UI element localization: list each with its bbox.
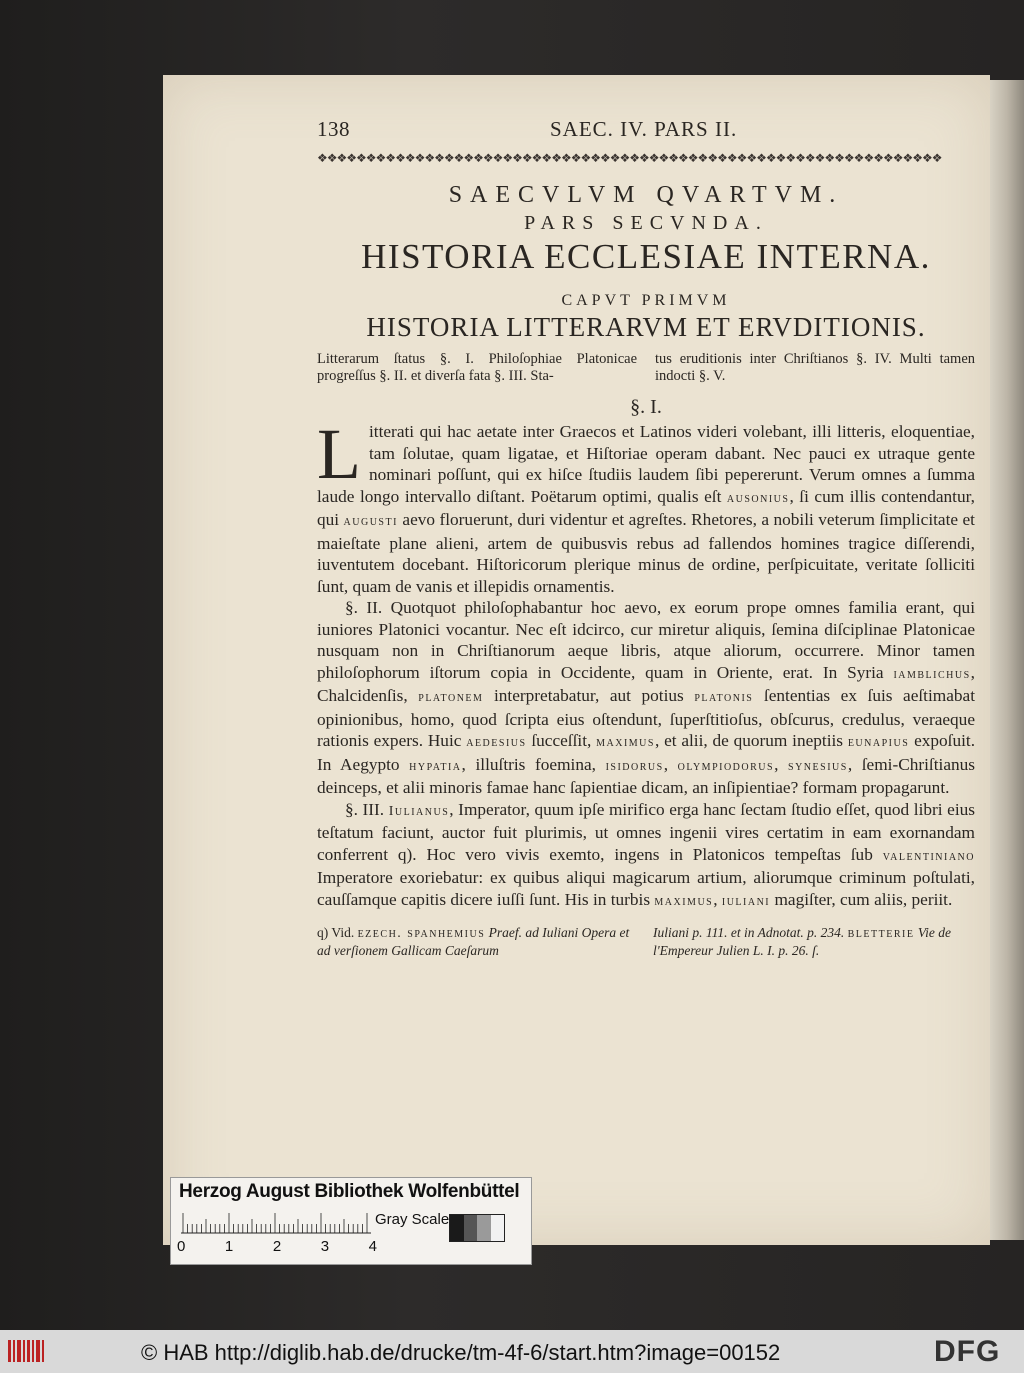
swatch-light-gray — [477, 1215, 491, 1241]
barcode-icon — [6, 1336, 46, 1366]
ornament-border: ❖❖❖❖❖❖❖❖❖❖❖❖❖❖❖❖❖❖❖❖❖❖❖❖❖❖❖❖❖❖❖❖❖❖❖❖❖❖❖❖❖❖❖❖❖❖❖❖❖❖❖❖❖❖❖❖❖❖❖❖❖❖❖❖ — [317, 151, 942, 165]
text-run: , Imperator, quum ipſe mirifico erga hanc ſectam ſtudio eſſet, quod libri eius teſtatum faciunt, auctor fuit plurimis, ut omnes ingenii vires certatim in eam exornandam conferrent q). Hoc vero vivis exemto, ingens in Platonicos tempeſtas ſub — [317, 799, 975, 864]
text-run: Praef. ad Iuliani Opera et ad verſionem Gallicam Caeſarum — [317, 925, 630, 958]
small-caps-name: isidorus — [605, 758, 664, 774]
text-run: Imperatore exoriebatur: ex quibus aliqui magicarum artium, aliorumque criminum poſtulati, cauſſamque capitis dicere iuſſi ſunt. His in turbis — [317, 868, 975, 909]
ruler-number: 2 — [272, 1238, 282, 1255]
small-caps-name: Iulianus — [388, 803, 450, 819]
small-caps-name: ausonius — [726, 490, 790, 506]
footnote-right — [653, 924, 975, 959]
small-caps-name: olympiodorus — [677, 758, 775, 774]
small-caps-name: synesius — [788, 758, 848, 774]
small-caps-name: platonis — [694, 690, 754, 705]
summary-left: Litterarum ſtatus §. I. Philoſophiae Platonicae progreſſus §. II. et diverſa fata §. III. Sta- — [317, 351, 637, 384]
footnote-left — [317, 924, 639, 959]
ruler-number: 4 — [368, 1238, 377, 1255]
small-caps-name: maximus — [596, 735, 655, 750]
body-text — [317, 414, 976, 912]
small-caps-name: ezech. spanhemius — [357, 926, 486, 941]
text-run: , — [774, 754, 789, 774]
chapter-summary — [317, 351, 975, 385]
gray-scale-label: Gray Scale — [375, 1211, 450, 1228]
text-run: interpretabatur, aut potius — [483, 686, 695, 705]
text-run: , ſemi-Chriſtianus deinceps, et alii minoris famae hanc ſapientiae dicam, an inſipientiae? formam propagarunt. — [317, 754, 976, 797]
page-number: 138 — [317, 117, 350, 141]
footer-bar — [0, 1330, 1024, 1373]
summary-right: tus eruditionis inter Chriſtianos §. IV. Multi tamen indocti §. V. — [655, 351, 975, 384]
heading-saeculum: SAECVLVM QVARTVM. — [448, 182, 844, 208]
small-caps-name: valentiniano — [882, 848, 975, 864]
small-caps-name: iuliani — [721, 893, 771, 909]
running-head — [317, 115, 975, 143]
page-edge — [990, 80, 1024, 1240]
text-run: , — [713, 889, 722, 909]
text-run: §. III. — [345, 799, 389, 819]
text-run: q) Vid. — [317, 925, 358, 940]
text-run: Iuliani p. 111. et in Adnotat. p. 234. — [653, 925, 848, 940]
text-run: , ſi cum illis contendantur, qui — [317, 486, 976, 529]
library-label — [170, 1177, 532, 1265]
text-run: , et alii, de quorum ineptiis — [654, 731, 848, 750]
text-run: magiſter, cum aliis, periit. — [770, 889, 953, 909]
paragraph-3 — [317, 799, 975, 913]
swatch-dark-gray — [464, 1215, 478, 1241]
text-run: itterati qui hac aetate inter Graecos et Latinos videri volebant, illi litteris, eloquentiae, tam ſolutae, quam ligatae, et Hiſtoriae operam dabant. Nec pauci ex utraque gente nominari poſſunt, qui ex hiſce ſtudiis laudem ſibi pepererunt. Verum omnes a ſumma laude longo intervallo diſtant. Poëtarum optimi, qualis eſt — [317, 422, 975, 506]
dfg-logo: DFG — [934, 1335, 1001, 1368]
heading-historia-ecclesiae: HISTORIA ECCLESIAE INTERNA. — [361, 237, 931, 276]
text-run: ſententias ex ſuis aeſtimabat opinionibus, homo, quod ſcripta eius oſtendunt, ſuperſtitioſus, obſcurus, credulus, veraeque rationis expers. Huic — [317, 686, 976, 750]
paragraph-2 — [317, 597, 975, 799]
library-name: Herzog August Bibliothek Wolfenbüttel — [179, 1181, 520, 1202]
ruler-number: 3 — [320, 1238, 330, 1255]
book-page — [163, 75, 990, 1245]
page-content — [317, 115, 975, 959]
swatch-black — [450, 1215, 464, 1241]
text-run: §. II. Quotquot philoſophabantur hoc aevo, ex eorum prope omnes familia erant, qui iuniores Platonici vocantur. Nec eſt idcirco, cur miretur aliquis, ſemina diſciplinae Platonicae nusquam non in Chriſtianorum aeque libris, atque aliorum, occurrere. Minor tamen philoſophorum iſtorum copia in Occidente, quam in Oriente, erat. In Syria — [317, 598, 975, 682]
ruler-number: 1 — [224, 1238, 234, 1255]
small-caps-name: maximus — [654, 893, 714, 909]
footnote — [317, 924, 975, 959]
text-run: ſucceſſit, — [526, 731, 597, 750]
text-run: aevo floruerunt, duri videntur et agreſtes. Rhetores, a nobili veterum ſimplicitate et maieſtate plane alieni, artem de quibusvis rebus ad fallendos homines tragice diſſerendi, iuventutem docebant. Hiſtoricorum plerique minus de ordine, perſpicuitate, veritate ſolliciti ſunt, quam de vanis et illepidis ornamentis. — [317, 510, 975, 596]
small-caps-name: iamblichus — [893, 666, 971, 682]
text-run: , illuſtris foemina, — [461, 754, 606, 774]
ruler-numbers — [177, 1238, 377, 1255]
heading-historia-litterarum: HISTORIA LITTERARVM ET ERVDITIONIS. — [366, 312, 926, 342]
heading-pars: PARS SECVNDA. — [524, 212, 768, 234]
small-caps-name: platonem — [418, 690, 484, 705]
text-run: Vie de l'Empereur Julien L. I. p. 26. ſ. — [653, 925, 951, 958]
heading-caput: CAPVT PRIMVM — [561, 292, 731, 309]
text-run: , — [663, 754, 678, 774]
source-url[interactable]: © HAB http://diglib.hab.de/drucke/tm-4f-6/start.htm?image=00152 — [141, 1340, 781, 1365]
small-caps-name: bletterie — [847, 926, 915, 941]
paragraph-1 — [317, 414, 976, 597]
ruler-scale — [181, 1212, 371, 1234]
small-caps-name: hypatia — [409, 758, 462, 774]
text-run: expoſuit. In Aegypto — [317, 731, 976, 774]
running-title: SAEC. IV. PARS II. — [550, 117, 738, 141]
swatch-white — [491, 1215, 505, 1241]
dropcap: L — [317, 414, 361, 494]
small-caps-name: aedesius — [466, 735, 527, 750]
text-run: , Chalcidenſis, — [317, 662, 975, 705]
section-mark-1: §. I. — [630, 396, 662, 418]
small-caps-name: augusti — [343, 514, 398, 529]
ruler-number: 0 — [177, 1238, 186, 1255]
gray-scale-swatch — [449, 1214, 505, 1242]
small-caps-name: eunapius — [847, 735, 910, 750]
